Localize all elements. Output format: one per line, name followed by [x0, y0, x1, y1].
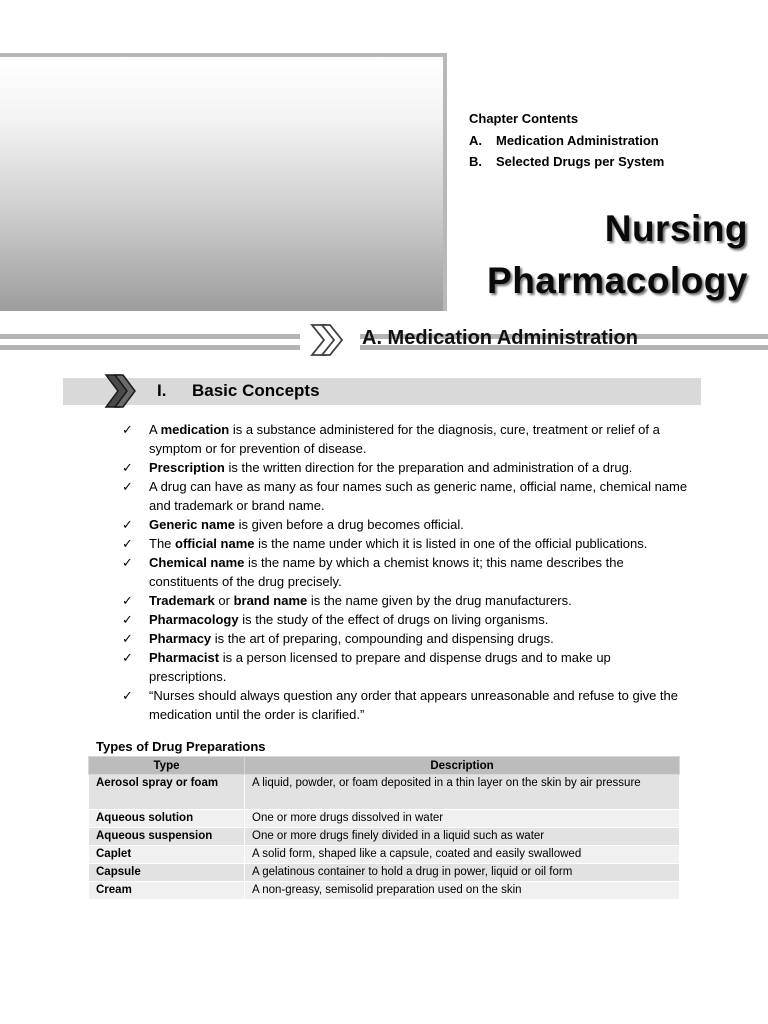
table-header-row [89, 757, 680, 775]
contents-item-letter: B. [469, 154, 482, 169]
bullet-text: is a person licensed to prepare and dispense drugs and to make up prescriptions. [149, 650, 611, 684]
list-item [120, 610, 690, 629]
cell-description: One or more drugs finely divided in a liquid such as water [245, 828, 680, 846]
checkmark-icon: ✓ [122, 460, 133, 475]
bullet-text: The [149, 536, 176, 551]
table-row [89, 846, 680, 864]
list-item [120, 420, 690, 458]
cell-type: Caplet [89, 846, 245, 864]
table-caption: Types of Drug Preparations [96, 739, 266, 754]
contents-item-label: Selected Drugs per System [496, 154, 665, 169]
bullet-text: is the study of the effect of drugs on living organisms. [238, 612, 549, 627]
checkmark-icon: ✓ [122, 688, 133, 703]
drug-preparations-table [88, 756, 680, 900]
table-row [89, 810, 680, 828]
chapter-title-line2: Pharmacology [487, 260, 748, 301]
bullet-text: or [214, 593, 234, 608]
list-item [120, 686, 690, 724]
column-header-type: Type [89, 757, 245, 775]
checkmark-icon: ✓ [122, 517, 133, 532]
contents-item [469, 151, 664, 173]
bullet-text: is the art of preparing, compounding and dispensing drugs. [211, 631, 554, 646]
bullet-text: A [149, 422, 161, 437]
section-title: A. Medication Administration [362, 327, 638, 349]
cell-description: A non-greasy, semisolid preparation used on the skin [245, 882, 680, 900]
list-item [120, 515, 690, 534]
list-item [120, 591, 690, 610]
list-item [120, 477, 690, 515]
list-item [120, 534, 690, 553]
bullet-text: is the name by which a chemist knows it; this name describes the constituents of the drug precisely. [149, 555, 624, 589]
cell-type: Aerosol spray or foam [89, 775, 245, 810]
table-row [89, 882, 680, 900]
bullet-term: official name [175, 536, 255, 551]
list-item [120, 458, 690, 477]
chapter-title-line1: Nursing [604, 208, 748, 249]
cell-type: Cream [89, 882, 245, 900]
subsection-number: I. [157, 381, 167, 400]
chapter-contents-heading: Chapter Contents [469, 111, 579, 126]
list-item [120, 553, 690, 591]
cell-description: A gelatinous container to hold a drug in power, liquid or oil form [245, 864, 680, 882]
cell-description: A solid form, shaped like a capsule, coated and easily swallowed [245, 846, 680, 864]
chapter-contents [469, 108, 664, 173]
bullet-text: is given before a drug becomes official. [235, 517, 464, 532]
cell-type: Aqueous solution [89, 810, 245, 828]
double-chevron-icon [310, 322, 346, 358]
bullet-text: is a substance administered for the diagnosis, cure, treatment or relief of a symptom or for prevention of disease. [149, 422, 660, 456]
subsection-title: Basic Concepts [192, 381, 320, 400]
bullet-term: Pharmacology [149, 612, 239, 627]
bullet-term: Prescription [149, 460, 225, 475]
bullet-term: brand name [233, 593, 308, 608]
basic-concepts-list [120, 420, 690, 724]
table-row [89, 828, 680, 846]
table-row [89, 864, 680, 882]
contents-item-letter: A. [469, 132, 482, 148]
checkmark-icon: ✓ [122, 479, 133, 494]
bullet-text: “Nurses should always question any order that appears unreasonable and refuse to give the medication until the order is clarified.” [149, 688, 678, 722]
bullet-text: A drug can have as many as four names such as generic name, official name, chemical name and trademark or brand name. [149, 479, 688, 513]
checkmark-icon: ✓ [122, 555, 133, 570]
checkmark-icon: ✓ [122, 593, 133, 608]
bullet-text: is the name under which it is listed in one of the official publications. [254, 536, 648, 551]
double-chevron-icon [104, 372, 140, 410]
cell-type: Capsule [89, 864, 245, 882]
bullet-term: Pharmacy [149, 631, 212, 646]
bullet-term: Chemical name [149, 555, 245, 570]
bullet-text: is the written direction for the preparation and administration of a drug. [224, 460, 633, 475]
table-row [89, 775, 680, 810]
cell-description: A liquid, powder, or foam deposited in a thin layer on the skin by air pressure [245, 775, 680, 810]
bullet-text: is the name given by the drug manufacturers. [307, 593, 572, 608]
column-header-description: Description [245, 757, 680, 775]
checkmark-icon: ✓ [122, 536, 133, 551]
checkmark-icon: ✓ [122, 631, 133, 646]
checkmark-icon: ✓ [122, 650, 133, 665]
cell-type: Aqueous suspension [89, 828, 245, 846]
bullet-term: Trademark [149, 593, 215, 608]
checkmark-icon: ✓ [122, 612, 133, 627]
list-item [120, 648, 690, 686]
contents-item [469, 130, 664, 152]
checkmark-icon: ✓ [122, 422, 133, 437]
contents-item-label: Medication Administration [496, 132, 659, 148]
bullet-term: Pharmacist [149, 650, 220, 665]
list-item [120, 629, 690, 648]
bullet-term: Generic name [149, 517, 235, 532]
cell-description: One or more drugs dissolved in water [245, 810, 680, 828]
bullet-term: medication [160, 422, 230, 437]
